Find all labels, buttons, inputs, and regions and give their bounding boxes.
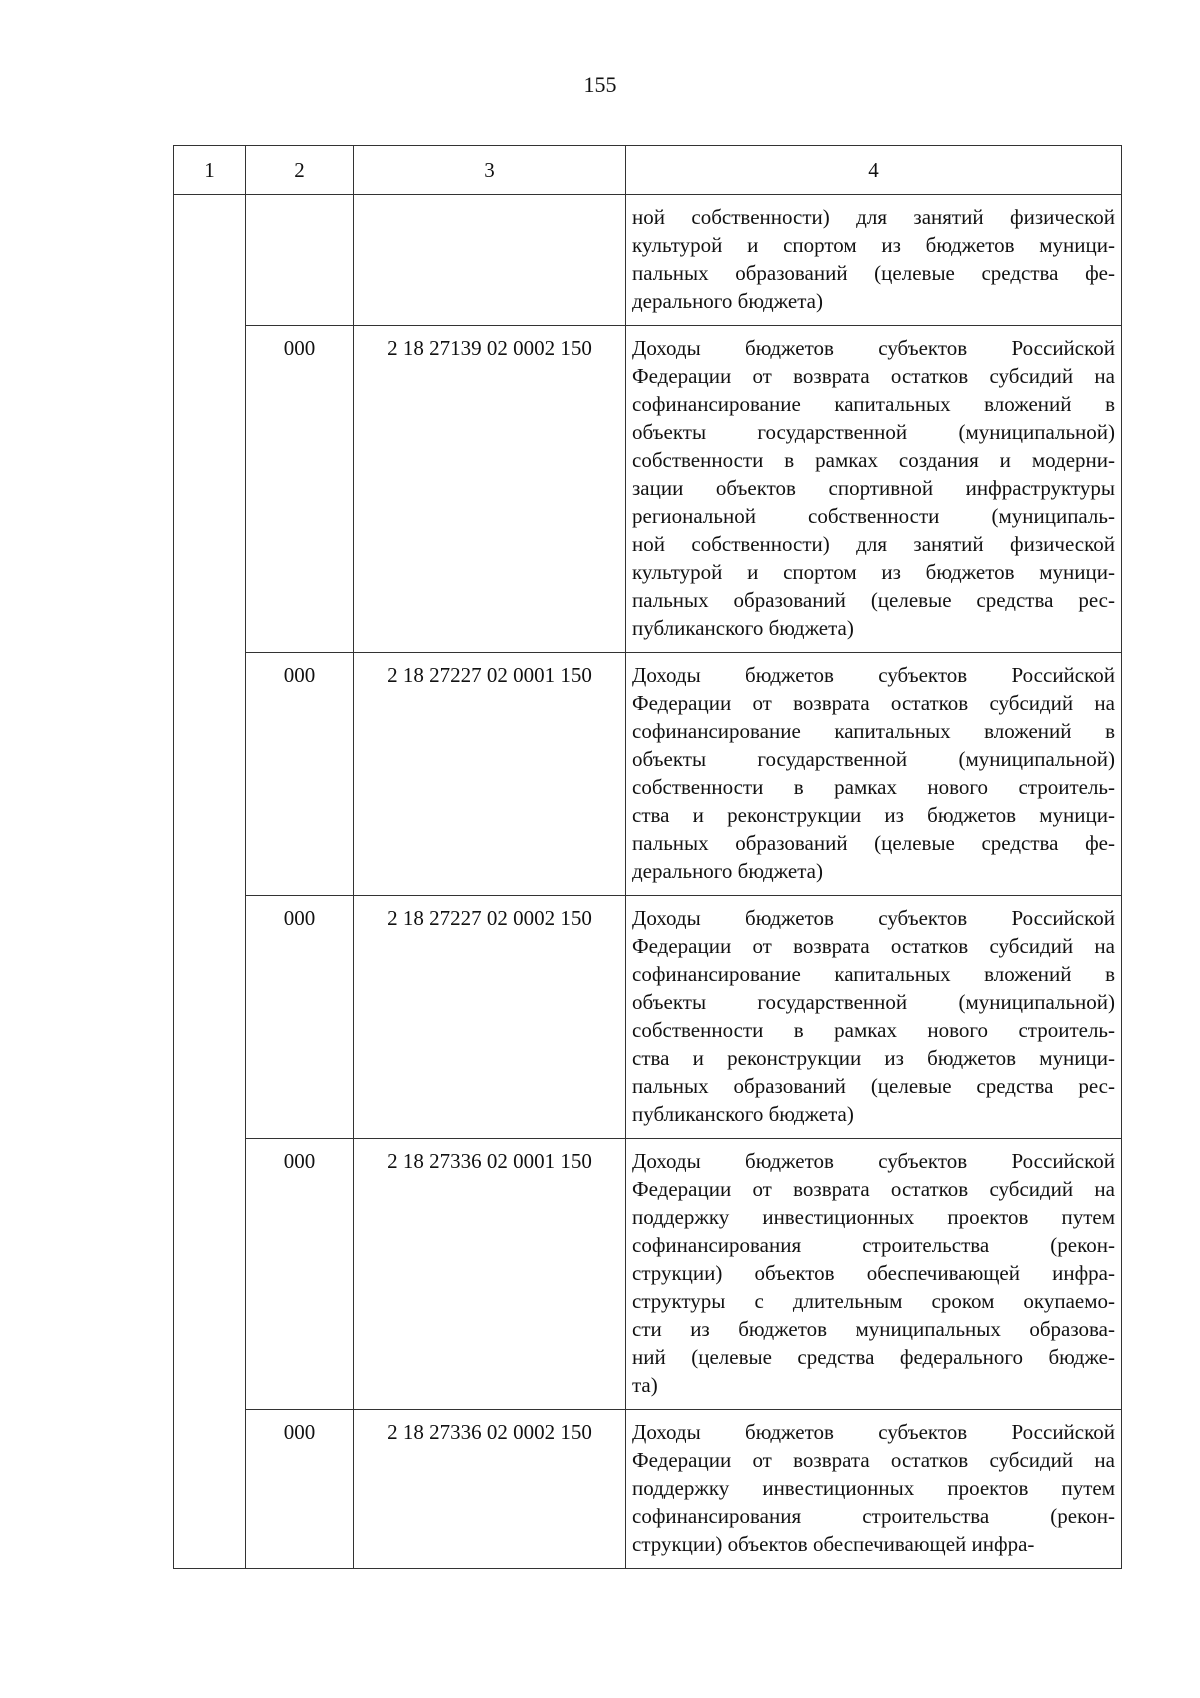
admin-code-cell xyxy=(246,195,354,326)
admin-code-cell: 000 xyxy=(246,1410,354,1569)
description-line: ний (целевые средства федерального бюдже- xyxy=(632,1345,1115,1369)
description-line: пальных образований (целевые средства рес- xyxy=(632,1074,1115,1098)
description-line: софинансирование капитальных вложений в xyxy=(632,392,1115,416)
description-cell xyxy=(626,653,1122,896)
budget-classification-code-cell xyxy=(354,195,626,326)
description-cell xyxy=(626,195,1122,326)
budget-classification-code-cell: 2 18 27336 02 0001 150 xyxy=(354,1139,626,1410)
col-1-cell xyxy=(174,195,246,1569)
description-cell xyxy=(626,326,1122,653)
budget-classification-code-cell: 2 18 27336 02 0002 150 xyxy=(354,1410,626,1569)
admin-code-cell: 000 xyxy=(246,326,354,653)
description-line: Доходы бюджетов субъектов Российской xyxy=(632,663,1115,687)
description-line: сти из бюджетов муниципальных образова- xyxy=(632,1317,1115,1341)
description-line: Федерации от возврата остатков субсидий на xyxy=(632,1448,1115,1472)
description-line: собственности в рамках нового строитель- xyxy=(632,775,1115,799)
table-row xyxy=(174,195,1122,326)
table-row xyxy=(174,1139,1122,1410)
table-row xyxy=(174,653,1122,896)
budget-classification-code-cell: 2 18 27227 02 0002 150 xyxy=(354,896,626,1139)
header-col-2: 2 xyxy=(246,146,354,195)
description-line: пальных образований (целевые средства фе- xyxy=(632,261,1115,285)
description-line: Федерации от возврата остатков субсидий на xyxy=(632,934,1115,958)
description-line: объекты государственной (муниципальной) xyxy=(632,990,1115,1014)
description-line: публиканского бюджета) xyxy=(632,1102,854,1126)
table-row xyxy=(174,1410,1122,1569)
description-line: собственности в рамках создания и модерни- xyxy=(632,448,1115,472)
description-cell xyxy=(626,896,1122,1139)
budget-classification-code-cell: 2 18 27227 02 0001 150 xyxy=(354,653,626,896)
description-line: софинансирования строительства (рекон- xyxy=(632,1233,1115,1257)
description-line: поддержку инвестиционных проектов путем xyxy=(632,1476,1115,1500)
description-line: структуры с длительным сроком окупаемо- xyxy=(632,1289,1115,1313)
table-body xyxy=(174,195,1122,1569)
page-number: 155 xyxy=(583,72,617,97)
admin-code-cell: 000 xyxy=(246,653,354,896)
description-line: зации объектов спортивной инфраструктуры xyxy=(632,476,1115,500)
description-line: Федерации от возврата остатков субсидий на xyxy=(632,364,1115,388)
admin-code-cell: 000 xyxy=(246,896,354,1139)
description-line: Федерации от возврата остатков субсидий на xyxy=(632,691,1115,715)
description-line: софинансирования строительства (рекон- xyxy=(632,1504,1115,1528)
description-line: объекты государственной (муниципальной) xyxy=(632,747,1115,771)
description-cell xyxy=(626,1410,1122,1569)
description-cell xyxy=(626,1139,1122,1410)
header-col-1: 1 xyxy=(174,146,246,195)
description-line: дерального бюджета) xyxy=(632,289,823,313)
description-line: культурой и спортом из бюджетов муници- xyxy=(632,233,1115,257)
description-line: ной собственности) для занятий физической xyxy=(632,532,1115,556)
description-line: Федерации от возврата остатков субсидий на xyxy=(632,1177,1115,1201)
header-col-3: 3 xyxy=(354,146,626,195)
description-line: объекты государственной (муниципальной) xyxy=(632,420,1115,444)
budget-classification-code-cell: 2 18 27139 02 0002 150 xyxy=(354,326,626,653)
description-line: Доходы бюджетов субъектов Российской xyxy=(632,1149,1115,1173)
budget-codes-table xyxy=(173,145,1122,1569)
description-line: пальных образований (целевые средства рес- xyxy=(632,588,1115,612)
description-line: региональной собственности (муниципаль- xyxy=(632,504,1115,528)
description-line: Доходы бюджетов субъектов Российской xyxy=(632,906,1115,930)
description-line: собственности в рамках нового строитель- xyxy=(632,1018,1115,1042)
description-line: дерального бюджета) xyxy=(632,859,823,883)
header-col-4: 4 xyxy=(626,146,1122,195)
table-row xyxy=(174,326,1122,653)
admin-code-cell: 000 xyxy=(246,1139,354,1410)
description-line: ства и реконструкции из бюджетов муници- xyxy=(632,1046,1115,1070)
description-line: культурой и спортом из бюджетов муници- xyxy=(632,560,1115,584)
description-line: та) xyxy=(632,1373,658,1397)
description-line: поддержку инвестиционных проектов путем xyxy=(632,1205,1115,1229)
description-line: ства и реконструкции из бюджетов муници- xyxy=(632,803,1115,827)
description-line: пальных образований (целевые средства фе- xyxy=(632,831,1115,855)
description-line: Доходы бюджетов субъектов Российской xyxy=(632,1420,1115,1444)
description-line: софинансирование капитальных вложений в xyxy=(632,719,1115,743)
table-header-row xyxy=(174,146,1122,195)
description-line: струкции) объектов обеспечивающей инфра- xyxy=(632,1532,1035,1556)
description-line: публиканского бюджета) xyxy=(632,616,854,640)
description-line: ной собственности) для занятий физической xyxy=(632,205,1115,229)
description-line: софинансирование капитальных вложений в xyxy=(632,962,1115,986)
description-line: Доходы бюджетов субъектов Российской xyxy=(632,336,1115,360)
table-row xyxy=(174,896,1122,1139)
description-line: струкции) объектов обеспечивающей инфра- xyxy=(632,1261,1115,1285)
